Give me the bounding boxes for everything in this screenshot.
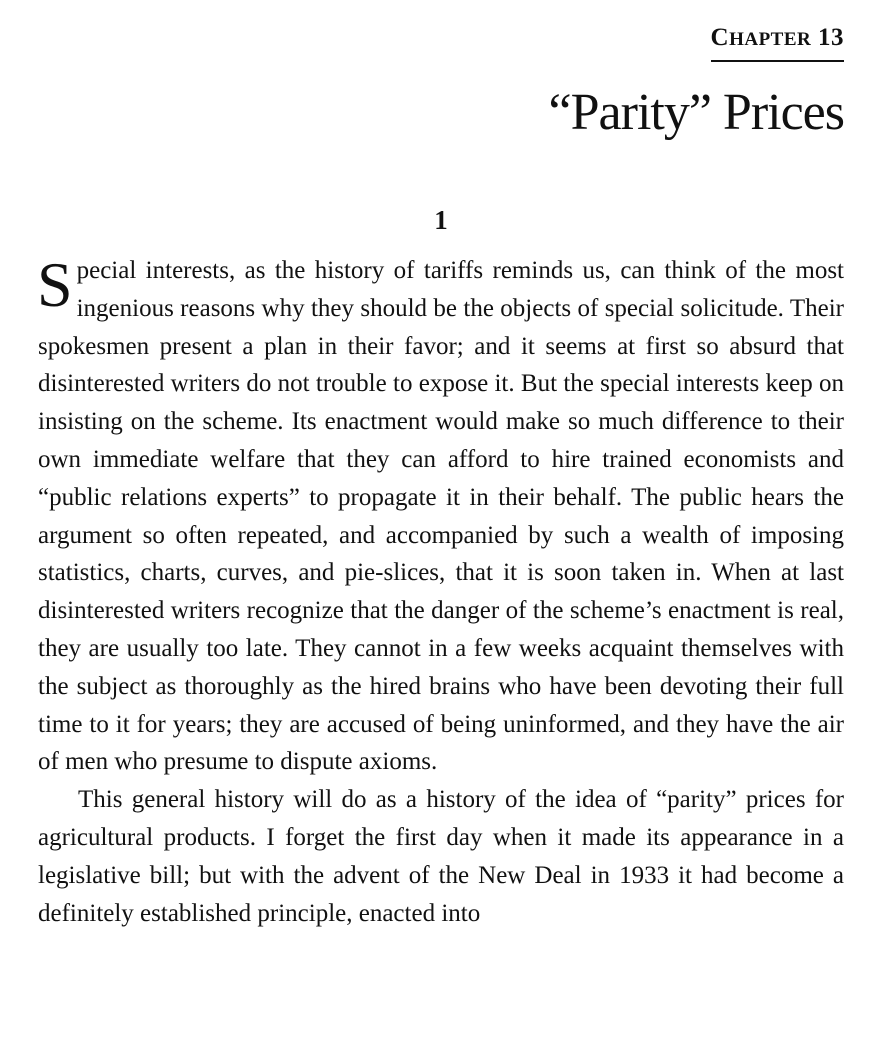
chapter-label-initial: C	[710, 24, 730, 51]
paragraph-2: This general history will do as a history of the idea of “parity” prices for agricultural products. I forget the first day when it made its appearance in a legislative bill; but with the advent of the New Deal in 1933 it had become a definitely established principle, enacted into	[38, 786, 844, 927]
paragraph-1	[37, 249, 844, 781]
chapter-number: 13	[811, 24, 844, 51]
book-page	[38, 0, 844, 1043]
drop-cap: S	[37, 249, 73, 320]
section-number: 1	[434, 205, 448, 235]
chapter-label	[711, 20, 845, 62]
body-text	[37, 249, 844, 932]
chapter-label-word: HAPTER	[729, 29, 812, 50]
paragraph-1-text: pecial interests, as the history of tariffs reminds us, can think of the most ingenious reasons why they should be the objects of special solicitude. Their spokesmen present a plan in their favor; and it seems at first so absurd that disinterested writers do not trouble to expose it. But the special interests keep on insisting on the scheme. Its enactment would make so much difference to their own immediate welfare that they can afford to hire trained economists and “public relations experts” to propagate it in their behalf. The public hears the argument so often repeated, and accompanied by such a wealth of imposing statistics, charts, curves, and pie-slices, that it is soon taken in. When at last disinterested writers recognize that the danger of the scheme’s enactment is real, they are usually too late. They cannot in a few weeks acquaint themselves with the subject as thoroughly as the hired brains who have been devoting their full time to it for years; they are accused of being uninformed, and they have the air of men who presume to dispute axioms.	[38, 257, 844, 776]
chapter-title: “Parity” Prices	[548, 84, 844, 141]
